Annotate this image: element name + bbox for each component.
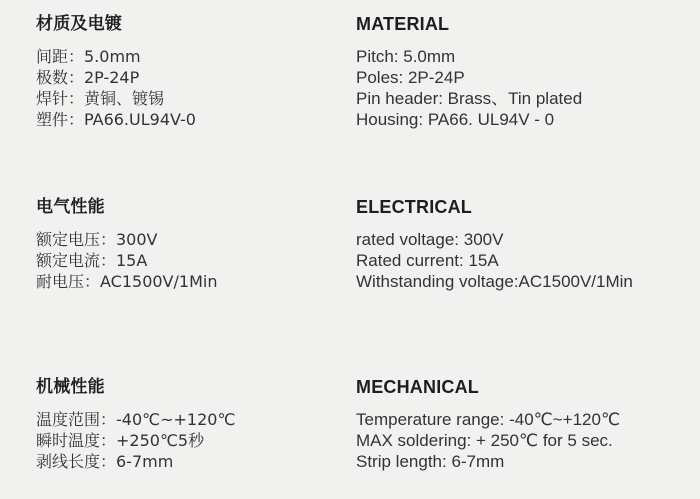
cn-material-section bbox=[36, 12, 336, 130]
en-withstanding-voltage-spec: Withstanding voltage:AC1500V/1Min bbox=[356, 272, 633, 291]
en-strip-length-spec: Strip length: 6-7mm bbox=[356, 452, 505, 471]
cn-poles-spec: 极数：2P-24P bbox=[36, 68, 140, 87]
cn-rated-voltage-spec: 额定电压：300V bbox=[36, 230, 158, 249]
cn-soldering-spec: 瞬时温度：+250℃5秒 bbox=[36, 431, 205, 450]
cn-withstanding-voltage-spec: 耐电压：AC1500V/1Min bbox=[36, 272, 218, 291]
cn-pin-spec: 焊针：黄铜、镀锡 bbox=[36, 89, 165, 108]
en-electrical-section bbox=[356, 195, 696, 292]
en-temperature-spec: Temperature range: -40℃~+120℃ bbox=[356, 410, 621, 429]
en-mechanical-heading: MECHANICAL bbox=[356, 377, 479, 397]
en-rated-voltage-spec: rated voltage: 300V bbox=[356, 230, 504, 249]
en-pin-spec: Pin header: Brass、Tin plated bbox=[356, 89, 583, 108]
cn-mechanical-section bbox=[36, 375, 336, 472]
cn-mechanical-heading: 机械性能 bbox=[36, 377, 105, 397]
en-material-section bbox=[356, 12, 696, 130]
cn-electrical-section bbox=[36, 195, 336, 292]
cn-temperature-spec: 温度范围：-40℃~+120℃ bbox=[36, 410, 236, 429]
en-electrical-heading: ELECTRICAL bbox=[356, 197, 472, 217]
en-housing-spec: Housing: PA66. UL94V - 0 bbox=[356, 110, 555, 129]
en-poles-spec: Poles: 2P-24P bbox=[356, 68, 465, 87]
en-soldering-spec: MAX soldering: + 250℃ for 5 sec. bbox=[356, 431, 613, 450]
en-rated-current-spec: Rated current: 15A bbox=[356, 251, 499, 270]
cn-housing-spec: 塑件：PA66.UL94V-0 bbox=[36, 110, 196, 129]
cn-electrical-heading: 电气性能 bbox=[36, 197, 105, 217]
cn-strip-length-spec: 剥线长度：6-7mm bbox=[36, 452, 174, 471]
en-mechanical-section bbox=[356, 375, 696, 472]
cn-rated-current-spec: 额定电流：15A bbox=[36, 251, 148, 270]
cn-material-heading: 材质及电镀 bbox=[36, 14, 122, 34]
en-material-heading: MATERIAL bbox=[356, 14, 450, 34]
en-pitch-spec: Pitch: 5.0mm bbox=[356, 47, 456, 66]
cn-pitch-spec: 间距：5.0mm bbox=[36, 47, 141, 66]
